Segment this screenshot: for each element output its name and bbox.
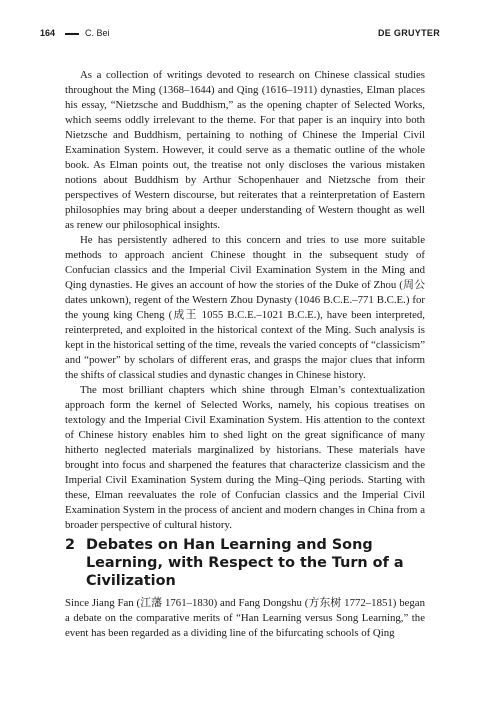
paragraph: As a collection of writings devoted to research on Chinese classical studies throughout the Ming (1368–1644) and Qing (1616–1911) dynasties, Elman places his essay, “Nietzsche and Buddhism,” as the opening chapter of Selected Works, which seems oddly irrelevant to the theme. For that paper is an inquiry into both Nietzsche and Buddhism, pertaining to nothing of Chinese the Imperial Civil Examination System. However, it could serve as a thematic outline of the whole book. As Elman points out, the treatise not only discloses the various mistaken notions about Buddhism by Arthur Schopenhauer and Nietzsche from their perspectives of Western discourse, but reiterates that a reinterpretation of Eastern philosophies may bring about a deeper understanding of Western thought as well as renew our philosophical insights.: [65, 69, 425, 231]
publisher-name: DE GRUYTER: [377, 28, 440, 38]
running-header: [40, 28, 440, 42]
paragraph: The most brilliant chapters which shine through Elman’s contextualization approach form the kernel of Selected Works, namely, his copious treatises on textology and the Imperial Civil Examination System. His attention to the context of Chinese history enables him to shed light on the great significance of many hitherto neglected materials marginalized by historians. These materials have brought into focus and sharpened the features that characterize classicism and the Imperial Civil Examination System during the Ming–Qing periods. Starting with these, Elman reevaluates the role of Confucian classics and the Imperial Civil Examination System in the process of ancient and modern changes in China from a broader perspective of cultural history.: [65, 384, 425, 531]
running-author: C. Bei: [85, 28, 110, 38]
paragraph: He has persistently adhered to this concern and tries to use more suitable methods to approach ancient Chinese thought in the subsequent study of Confucian classics and the Imperial Civil Examination System in the Ming and Qing dynasties. He gives an account of how the stories of the Duke of Zhou (周公 dates unkown), regent of the Western Zhou Dynasty (1046 B.C.E.–771 B.C.E.) for the young king Cheng (成王 1055 B.C.E.–1021 B.C.E.), have been interpreted, reinterpreted, and exploited in the historical context of the Ming. Such analysis is kept in the historical setting of the time, reveals the varied concepts of “classicism” and “power” by scholars of different eras, and grasps the major clues that inform the shifts of classical studies and dynastic changes in Chinese history.: [65, 234, 425, 381]
paragraph: Since Jiang Fan (江藩 1761–1830) and Fang Dongshu (方东树 1772–1851) began a debate on the comparative merits of “Han Learning versus Song Learning,” the event has been regarded as a dividing line of the bifurcating schools of Qing: [65, 597, 425, 639]
header-dash: [65, 33, 79, 35]
body-text: [65, 68, 425, 533]
section-number: 2: [65, 537, 76, 553]
section-body-text: [65, 596, 425, 641]
section-title: Debates on Han Learning and Song Learning, with Respect to the Turn of a Civilization: [86, 537, 404, 589]
page-number: 164: [40, 28, 56, 38]
